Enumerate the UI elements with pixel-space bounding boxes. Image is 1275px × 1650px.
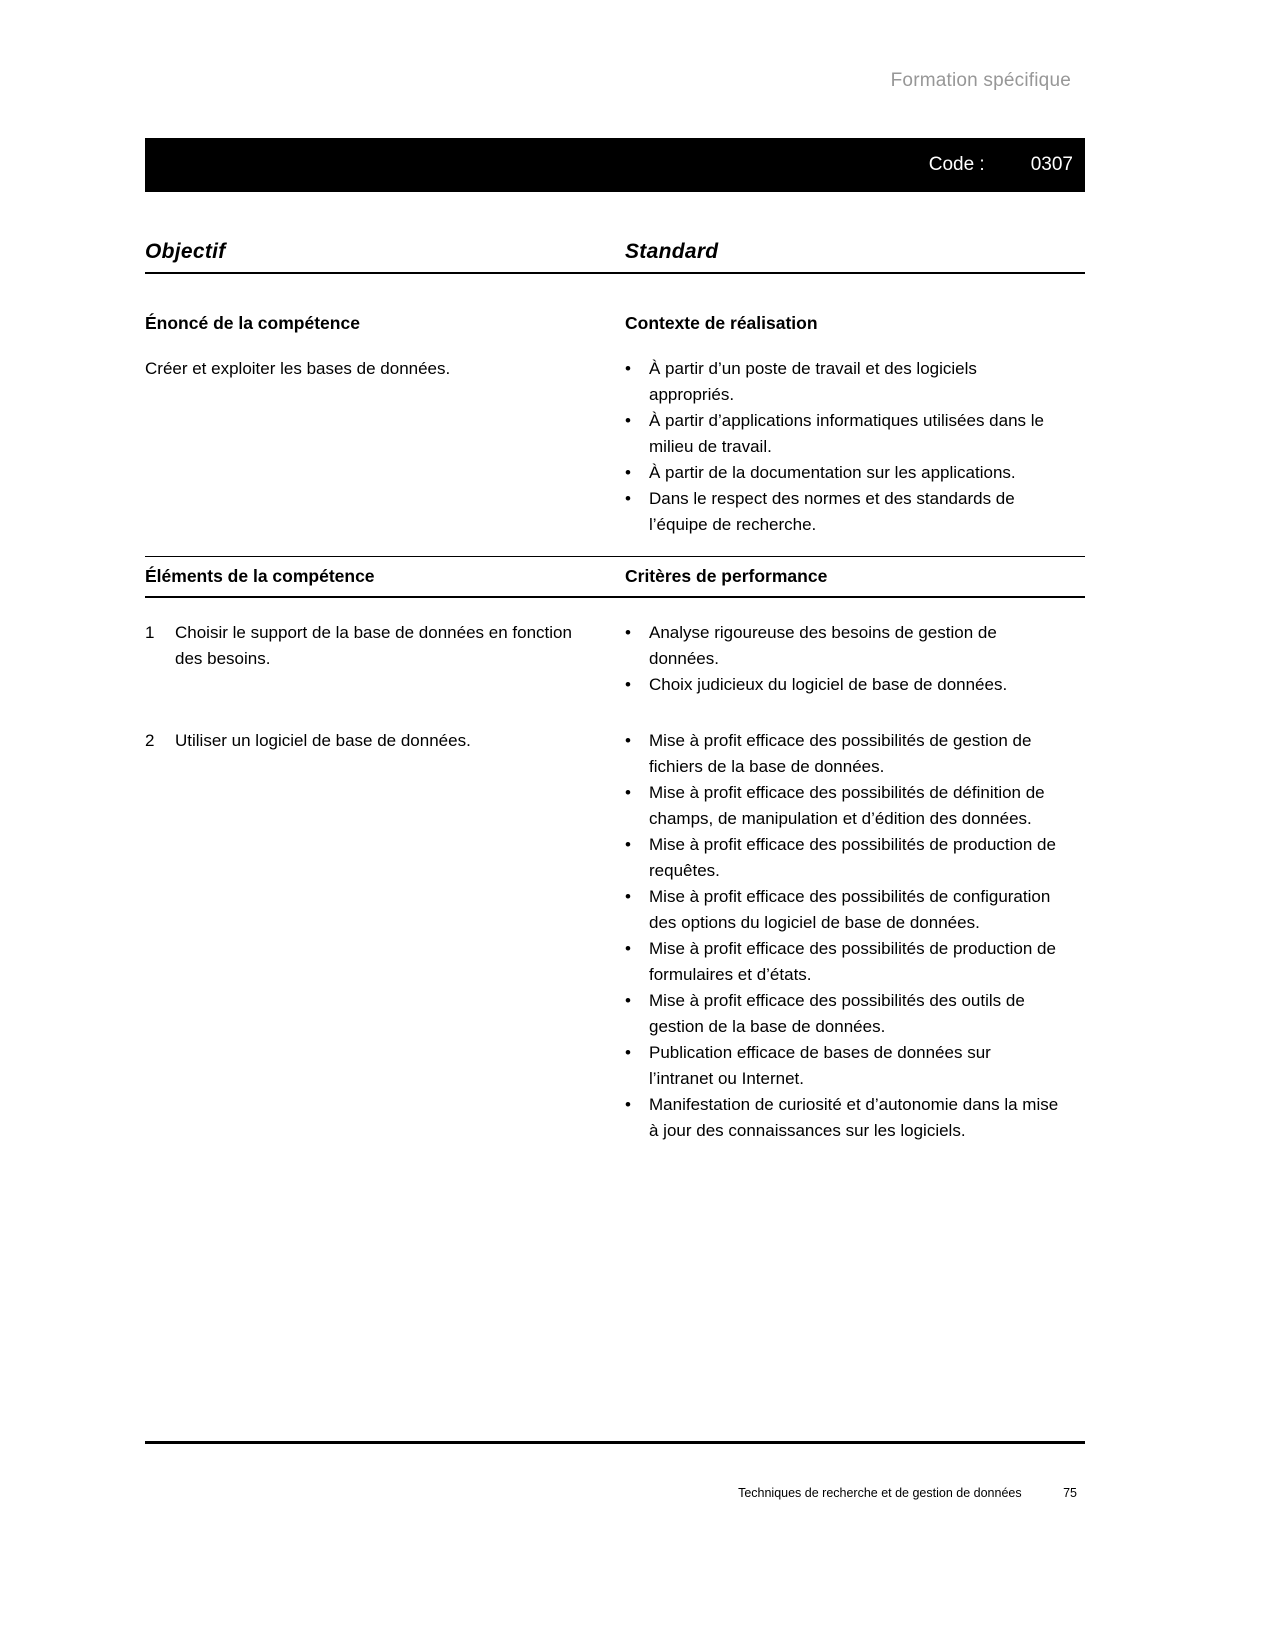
running-header-text: Formation spécifique [890,70,1071,91]
bullet-marker-icon [625,672,649,698]
bullet-text: Choix judicieux du logiciel de base de données. [649,675,1008,694]
running-header [145,70,1085,92]
competence-row [145,356,1085,538]
page-footer [145,1441,1085,1500]
bullet-text: Mise à profit efficace des possibilités de production de requêtes. [649,835,1056,880]
bullet-marker-icon [625,486,649,538]
bullet-marker-icon [625,356,649,408]
list-item [625,620,1085,672]
list-item [625,884,1085,936]
bullet-text: À partir d’un poste de travail et des logiciels appropriés. [649,359,977,404]
bullet-marker-icon [625,988,649,1040]
criteres-bullet-list [625,728,1085,1144]
bullet-text: Mise à profit efficace des possibilités de configuration des options du logiciel de base de données. [649,887,1051,932]
bullet-marker-icon [625,728,649,780]
element-row [145,728,1085,1144]
bullet-text: Mise à profit efficace des possibilités de production de formulaires et d’états. [649,939,1056,984]
column-title-standard: Standard [625,240,719,263]
bullet-marker-icon [625,936,649,988]
bullet-text: Dans le respect des normes et des standards de l’équipe de recherche. [649,489,1015,534]
bullet-marker-icon [625,1040,649,1092]
element-row [145,620,1085,698]
bullet-marker-icon [625,620,649,672]
element-item [145,728,625,1144]
element-item [145,620,625,698]
footer-text: Techniques de recherche et de gestion de données [738,1486,1022,1500]
contexte-heading: Contexte de réalisation [625,313,818,333]
bullet-text: Mise à profit efficace des possibilités de gestion de fichiers de la base de données. [649,731,1032,776]
list-item [625,780,1085,832]
criteres-heading: Critères de performance [625,566,828,586]
item-number: 1 [145,623,155,642]
list-item [625,988,1085,1040]
criteres-bullet-list [625,620,1085,698]
list-item [625,1092,1085,1144]
list-item [625,356,1085,408]
item-text: Utiliser un logiciel de base de données. [175,731,471,750]
list-item [625,832,1085,884]
bullet-marker-icon [625,884,649,936]
column-headers [145,240,1085,274]
bullet-marker-icon [625,1092,649,1144]
contexte-bullet-list [625,356,1085,538]
bullet-text: Publication efficace de bases de données sur l’intranet ou Internet. [649,1043,991,1088]
list-item [625,1040,1085,1092]
bullet-marker-icon [625,780,649,832]
bullet-text: Mise à profit efficace des possibilités de définition de champs, de manipulation et d’édition des données. [649,783,1045,828]
code-value: 0307 [1030,154,1073,175]
bullet-text: À partir d’applications informatiques utilisées dans le milieu de travail. [649,411,1044,456]
page-number: 75 [1063,1486,1077,1500]
item-text: Choisir le support de la base de données en fonction des besoins. [175,623,572,668]
list-item [625,672,1085,698]
bullet-text: Analyse rigoureuse des besoins de gestion de données. [649,623,997,668]
list-item [625,936,1085,988]
bullet-marker-icon [625,832,649,884]
document-page [145,0,1085,1144]
list-item [625,460,1085,486]
bullet-text: Manifestation de curiosité et d’autonomie dans la mise à jour des connaissances sur les logiciels. [649,1095,1059,1140]
column-title-objectif: Objectif [145,240,226,263]
code-label: Code : [928,154,985,175]
bullet-marker-icon [625,408,649,460]
competence-statement: Créer et exploiter les bases de données. [145,359,451,378]
list-item [625,486,1085,538]
bullet-marker-icon [625,460,649,486]
list-item [625,728,1085,780]
item-number: 2 [145,731,155,750]
elements-heading: Éléments de la compétence [145,566,375,586]
code-banner [145,138,1085,192]
section-headings-row [145,310,1085,336]
bullet-text: Mise à profit efficace des possibilités des outils de gestion de la base de données. [649,991,1025,1036]
enonce-heading: Énoncé de la compétence [145,313,360,333]
list-item [625,408,1085,460]
elements-criteres-header [145,556,1085,598]
footer-line [145,1486,1085,1500]
bullet-text: À partir de la documentation sur les applications. [649,463,1016,482]
